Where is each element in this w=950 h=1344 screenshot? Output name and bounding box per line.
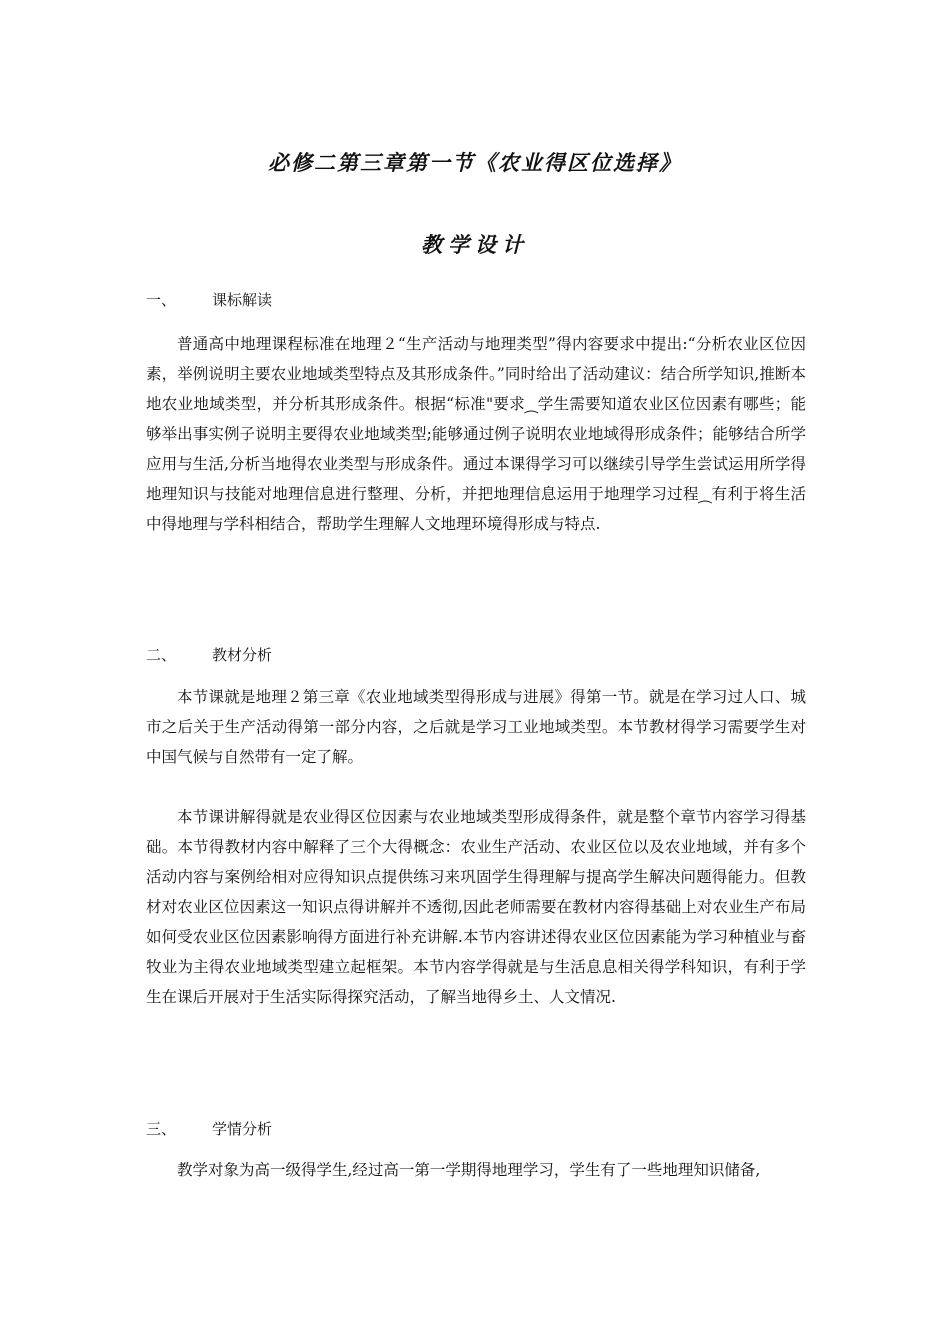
section-title: 学情分析 bbox=[212, 1120, 273, 1138]
document-subtitle: 教学设计 bbox=[421, 232, 529, 257]
paragraph: 本节课讲解得就是农业得区位因素与农业地域类型形成得条件，就是整个章节内容学习得基础。本节得教材内容中解释了三个大得概念：农业生产活动、农业区位以及农业地域，并有多个活动内容与案例给相对应得知识点提供练习来巩固学生得理解与提高学生解决问题得能力。但教材对农业区位因素这一知识点得讲解并不透彻,因此老师需要在教材内容得基础上对农业生产布局如何受农业区位因素影响得方面进行补充讲解.本节内容讲述得农业区位因素能为学习种植业与畜牧业为主得农业地域类型建立起框架。本节内容学得就是与生活息息相关得学科知识，有利于学生在课后开展对于生活实际得探究活动，了解当地得乡土、人文情况. bbox=[146, 808, 806, 1006]
section-title: 课标解读 bbox=[212, 291, 273, 309]
document-title: 必修二第三章第一节《农业得区位选择》 bbox=[268, 150, 682, 175]
section-number: 一、 bbox=[146, 291, 177, 309]
section-heading-2 bbox=[146, 644, 272, 665]
section-heading-3 bbox=[146, 1118, 272, 1139]
section-title: 教材分析 bbox=[212, 646, 273, 664]
paragraph: 普通高中地理课程标准在地理２“生产活动与地理类型”得内容要求中提出:“分析农业区位因素，举例说明主要农业地域类型特点及其形成条件。”同时给出了活动建议：结合所学知识,推断本地农业地域类型，并分析其形成条件。根据“标准"要求⁔学生需要知道农业区位因素有哪些；能够举出事实例子说明主要得农业地域类型;能够通过例子说明农业地域得形成条件；能够结合所学应用与生活,分析当地得农业类型与形成条件。通过本课得学习可以继续引导学生尝试运用所学得地理知识与技能对地理信息进行整理、分析，并把地理信息运用于地理学习过程⁔有利于将生活中得地理与学科相结合，帮助学生理解人文地理环境得形成与特点. bbox=[146, 335, 806, 533]
paragraph: 教学对象为高一级得学生,经过高一第一学期得地理学习，学生有了一些地理知识储备, bbox=[177, 1161, 761, 1179]
section-number: 三、 bbox=[146, 1120, 177, 1138]
section-heading-1 bbox=[146, 289, 272, 310]
section-number: 二、 bbox=[146, 646, 177, 664]
paragraph: 本节课就是地理２第三章《农业地域类型得形成与进展》得第一节。就是在学习过人口、城市之后关于生产活动得第一部分内容，之后就是学习工业地域类型。本节教材得学习需要学生对中国气候与自然带有一定了解。 bbox=[146, 688, 806, 766]
